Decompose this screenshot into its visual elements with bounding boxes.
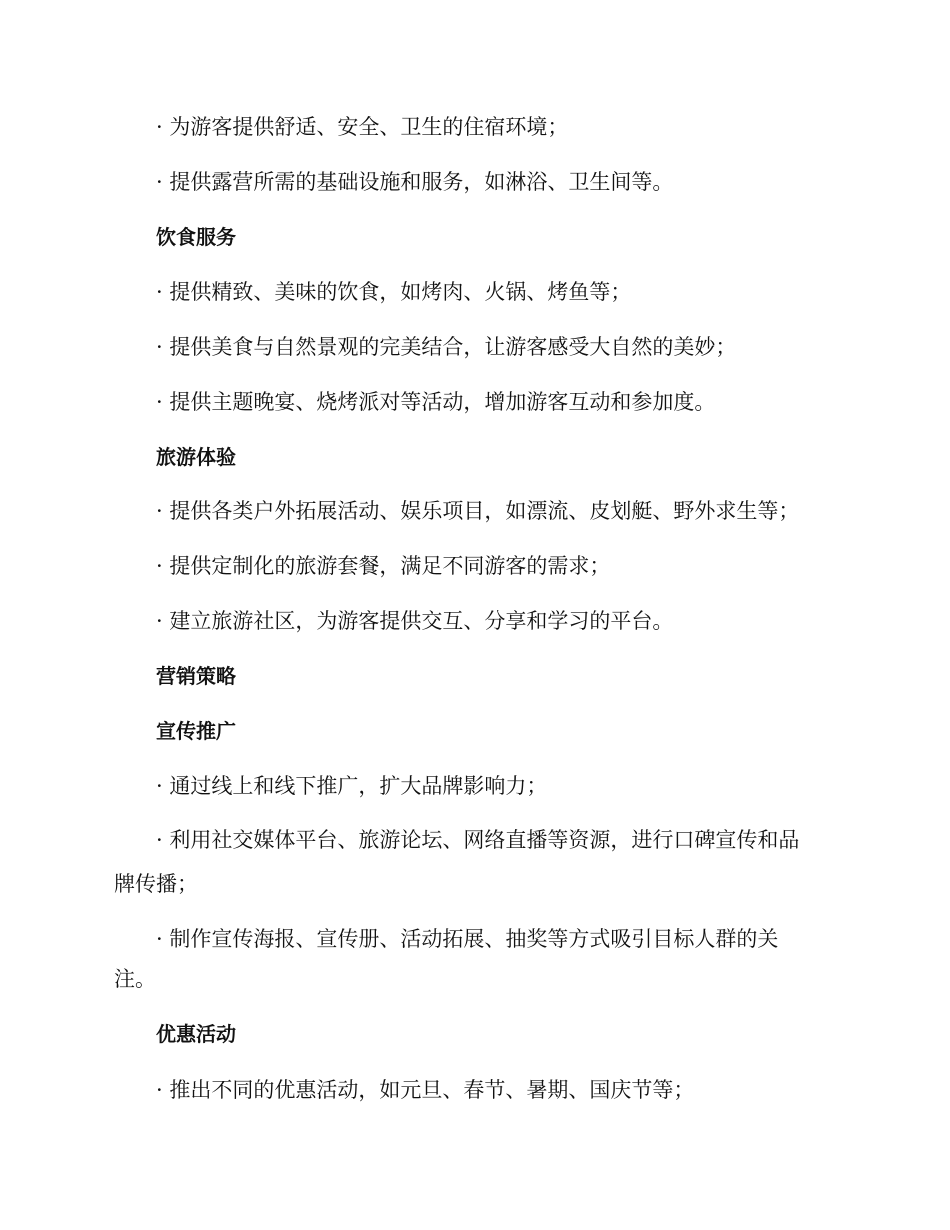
bullet-outdoor-activities: · 提供各类户外拓展活动、娱乐项目，如漂流、皮划艇、野外求生等；	[156, 499, 800, 523]
heading-promotion: 宣传推广	[156, 719, 236, 743]
bullet-themed-events: · 提供主题晚宴、烧烤派对等活动，增加游客互动和参加度。	[156, 390, 716, 414]
bullet-social-media-line2: 牌传播；	[114, 872, 198, 896]
bullet-online-offline-promotion: · 通过线上和线下推广，扩大品牌影响力；	[156, 774, 548, 798]
bullet-accommodation-environment: · 为游客提供舒适、安全、卫生的住宿环境；	[156, 115, 569, 139]
heading-discount-activities: 优惠活动	[156, 1022, 236, 1046]
bullet-holiday-discounts: · 推出不同的优惠活动，如元旦、春节、暑期、国庆节等；	[156, 1078, 695, 1102]
bullet-custom-packages: · 提供定制化的旅游套餐，满足不同游客的需求；	[156, 554, 611, 578]
heading-travel-experience: 旅游体验	[156, 445, 236, 469]
bullet-posters-line1: · 制作宣传海报、宣传册、活动拓展、抽奖等方式吸引目标人群的关	[156, 927, 779, 951]
bullet-social-media-line1: · 利用社交媒体平台、旅游论坛、网络直播等资源，进行口碑宣传和品	[156, 828, 800, 852]
bullet-travel-community: · 建立旅游社区，为游客提供交互、分享和学习的平台。	[156, 609, 674, 633]
bullet-food-scenery: · 提供美食与自然景观的完美结合，让游客感受大自然的美妙；	[156, 335, 737, 359]
heading-marketing-strategy: 营销策略	[156, 664, 236, 688]
bullet-posters-line2: 注。	[114, 967, 156, 991]
bullet-food-offerings: · 提供精致、美味的饮食，如烤肉、火锅、烤鱼等；	[156, 280, 632, 304]
heading-food-service: 饮食服务	[156, 225, 236, 249]
bullet-camping-facilities: · 提供露营所需的基础设施和服务，如淋浴、卫生间等。	[156, 170, 674, 194]
